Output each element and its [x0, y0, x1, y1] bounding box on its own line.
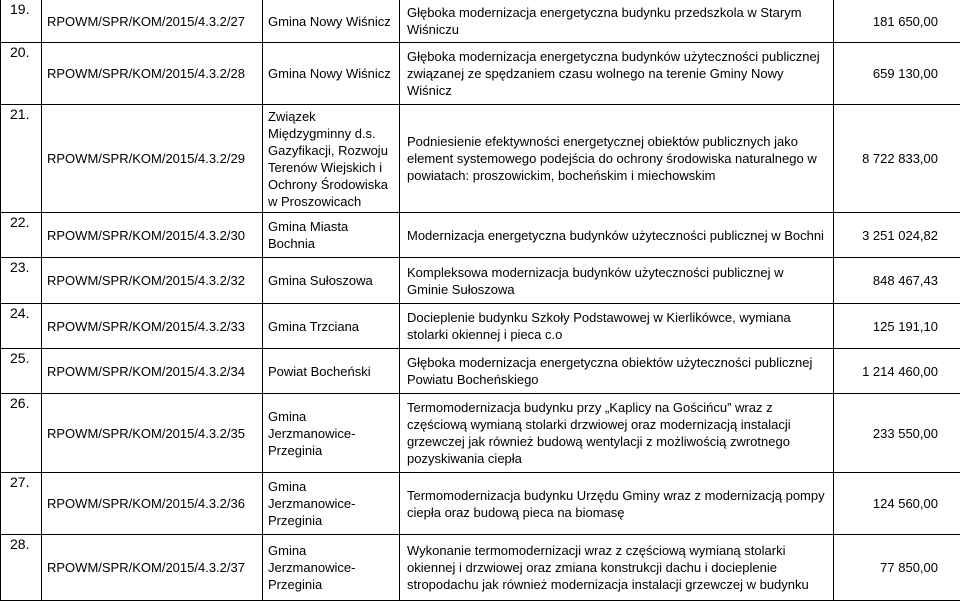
table-row [1, 258, 960, 304]
table-row [1, 105, 960, 213]
project-code: RPOWM/SPR/KOM/2015/4.3.2/27 [42, 0, 263, 43]
table-row [1, 304, 960, 349]
table-row [1, 0, 960, 43]
project-title: Modernizacja energetyczna budynków użyteczności publicznej w Bochni [400, 213, 834, 258]
beneficiary: Gmina Jerzmanowice-Przeginia [263, 473, 400, 535]
row-number: 23. [1, 258, 42, 304]
amount: 77 850,00 [834, 535, 960, 601]
table-row [1, 535, 960, 601]
row-number: 21. [1, 105, 42, 213]
table-row [1, 349, 960, 394]
project-code: RPOWM/SPR/KOM/2015/4.3.2/30 [42, 213, 263, 258]
row-number: 24. [1, 304, 42, 349]
beneficiary: Powiat Bocheński [263, 349, 400, 394]
amount: 8 722 833,00 [834, 105, 960, 213]
row-number: 22. [1, 213, 42, 258]
project-title: Wykonanie termomodernizacji wraz z częściową wymianą stolarki okiennej i drzwiowej oraz zmiana konstrukcji dachu i docieplenie stropodachu jak również modernizacja instalacji grzewczej w budynku [400, 535, 834, 601]
row-number: 26. [1, 394, 42, 473]
row-number: 25. [1, 349, 42, 394]
table-row [1, 213, 960, 258]
project-title: Głęboka modernizacja energetyczna budynku przedszkola w Starym Wiśniczu [400, 0, 834, 43]
beneficiary: Związek Międzygminny d.s. Gazyfikacji, Rozwoju Terenów Wiejskich i Ochrony Środowiska w Proszowicach [263, 105, 400, 213]
amount: 124 560,00 [834, 473, 960, 535]
project-title: Kompleksowa modernizacja budynków użyteczności publicznej w Gminie Sułoszowa [400, 258, 834, 304]
beneficiary: Gmina Nowy Wiśnicz [263, 43, 400, 105]
amount: 181 650,00 [834, 0, 960, 43]
table-row [1, 473, 960, 535]
beneficiary: Gmina Sułoszowa [263, 258, 400, 304]
amount: 125 191,10 [834, 304, 960, 349]
project-code: RPOWM/SPR/KOM/2015/4.3.2/28 [42, 43, 263, 105]
amount: 233 550,00 [834, 394, 960, 473]
amount: 1 214 460,00 [834, 349, 960, 394]
row-number: 27. [1, 473, 42, 535]
row-number: 20. [1, 43, 42, 105]
project-code: RPOWM/SPR/KOM/2015/4.3.2/36 [42, 473, 263, 535]
project-code: RPOWM/SPR/KOM/2015/4.3.2/29 [42, 105, 263, 213]
amount: 3 251 024,82 [834, 213, 960, 258]
table-row [1, 43, 960, 105]
amount: 848 467,43 [834, 258, 960, 304]
beneficiary: Gmina Jerzmanowice-Przeginia [263, 394, 400, 473]
project-title: Docieplenie budynku Szkoły Podstawowej w Kierlikówce, wymiana stolarki okiennej i pieca c.o [400, 304, 834, 349]
beneficiary: Gmina Nowy Wiśnicz [263, 0, 400, 43]
table-row [1, 394, 960, 473]
project-title: Termomodernizacja budynku Urzędu Gminy wraz z modernizacją pompy ciepła oraz budową pieca na biomasę [400, 473, 834, 535]
beneficiary: Gmina Miasta Bochnia [263, 213, 400, 258]
project-code: RPOWM/SPR/KOM/2015/4.3.2/35 [42, 394, 263, 473]
project-title: Głęboka modernizacja energetyczna obiektów użyteczności publicznej Powiatu Bocheńskiego [400, 349, 834, 394]
beneficiary: Gmina Trzciana [263, 304, 400, 349]
project-code: RPOWM/SPR/KOM/2015/4.3.2/32 [42, 258, 263, 304]
beneficiary: Gmina Jerzmanowice-Przeginia [263, 535, 400, 601]
project-title: Głęboka modernizacja energetyczna budynków użyteczności publicznej związanej ze spędzaniem czasu wolnego na terenie Gminy Nowy Wiśnicz [400, 43, 834, 105]
project-code: RPOWM/SPR/KOM/2015/4.3.2/33 [42, 304, 263, 349]
project-code: RPOWM/SPR/KOM/2015/4.3.2/34 [42, 349, 263, 394]
project-code: RPOWM/SPR/KOM/2015/4.3.2/37 [42, 535, 263, 601]
row-number: 28. [1, 535, 42, 601]
amount: 659 130,00 [834, 43, 960, 105]
project-title: Termomodernizacja budynku przy „Kaplicy na Gościńcu” wraz z częściową wymianą stolarki drzwiowej oraz modernizacją instalacji grzewczej jak również budową wentylacji z możliwością zwrotnego pozyskiwania ciepła [400, 394, 834, 473]
project-title: Podniesienie efektywności energetycznej obiektów publicznych jako element systemowego podejścia do ochrony środowiska naturalnego w powiatach: proszowickim, bocheńskim i miechowskim [400, 105, 834, 213]
row-number: 19. [1, 0, 42, 43]
